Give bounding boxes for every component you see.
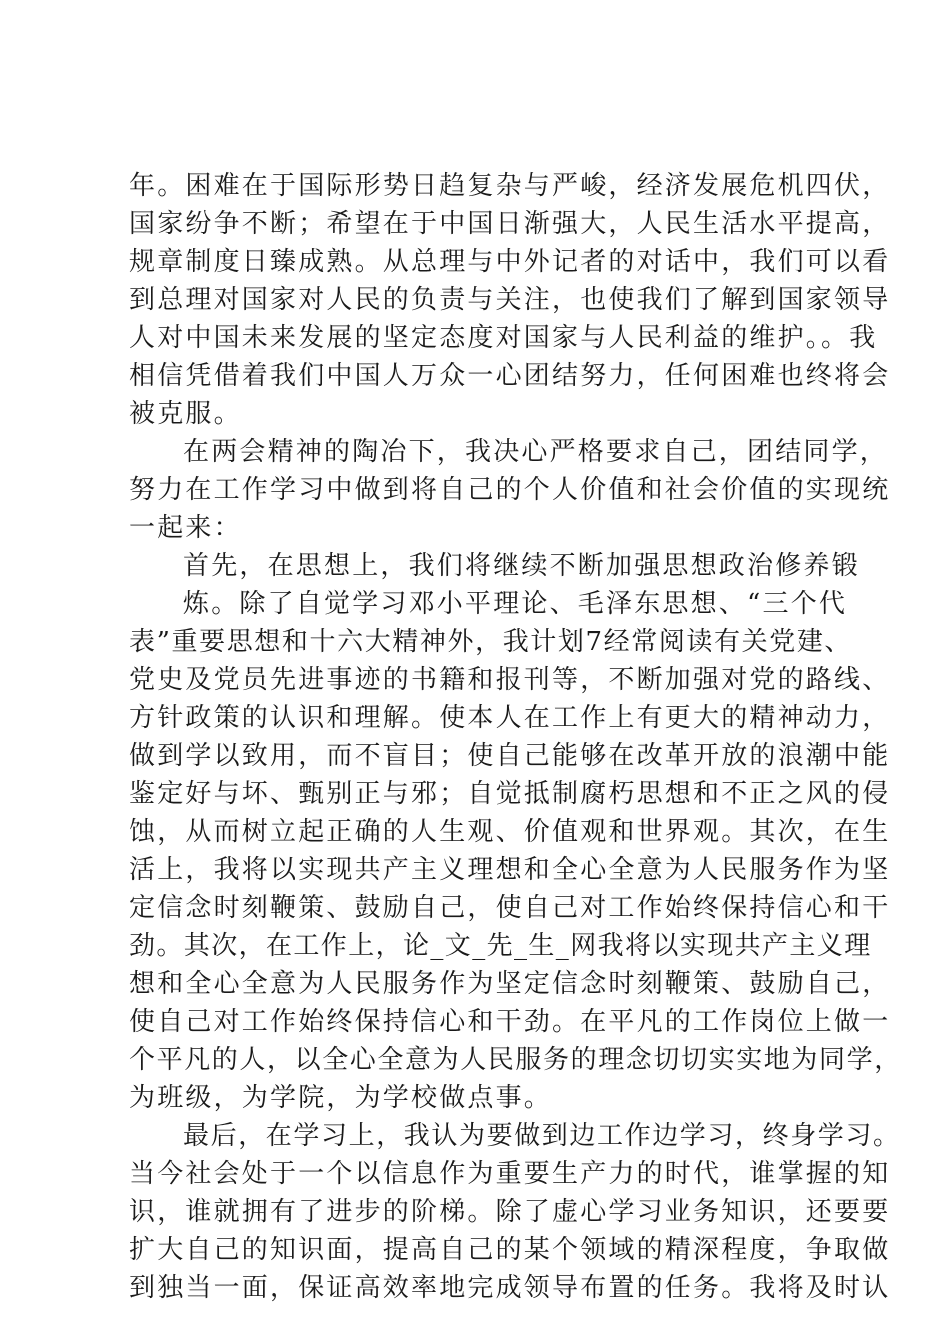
text-line: 相信凭借着我们中国人万众一心团结努力，任何困难也终将会 bbox=[129, 361, 891, 391]
text-line: 活上，我将以实现共产主义理想和全心全意为人民服务作为坚 bbox=[129, 855, 891, 885]
text-line: 努力在工作学习中做到将自己的个人价值和社会价值的实现统 bbox=[129, 475, 891, 505]
text-line: 规章制度日臻成熟。从总理与中外记者的对话中，我们可以看 bbox=[129, 247, 891, 277]
text-line: 一起来： bbox=[129, 513, 242, 543]
text-line: 表”重要思想和十六大精神外，我计划7经常阅读有关党建、 bbox=[129, 627, 853, 657]
text-line: 识，谁就拥有了进步的阶梯。除了虚心学习业务知识，还要要 bbox=[129, 1197, 891, 1227]
text-line: 国家纷争不断；希望在于中国日渐强大，人民生活水平提高， bbox=[129, 209, 891, 239]
text-line: 鉴定好与坏、甄别正与邪；自觉抵制腐朽思想和不正之风的侵 bbox=[129, 779, 891, 809]
text-line: 想和全心全意为人民服务作为坚定信念时刻鞭策、鼓励自己， bbox=[129, 969, 891, 999]
text-line: 定信念时刻鞭策、鼓励自己，使自己对工作始终保持信心和干 bbox=[129, 893, 891, 923]
text-line: 个平凡的人，以全心全意为人民服务的理念切切实实地为同学， bbox=[129, 1045, 902, 1075]
paragraph-first-line: 首先，在思想上，我们将继续不断加强思想政治修养锻 bbox=[183, 551, 860, 581]
text-line: 方针政策的认识和理解。使本人在工作上有更大的精神动力， bbox=[129, 703, 891, 733]
text-line: 人对中国未来发展的坚定态度对国家与人民利益的维护。。我 bbox=[129, 323, 878, 353]
text-line: 年。困难在于国际形势日趋复杂与严峻，经济发展危机四伏， bbox=[129, 171, 891, 201]
text-line: 使自己对工作始终保持信心和干劲。在平凡的工作岗位上做一 bbox=[129, 1007, 891, 1037]
text-line: 劲。其次，在工作上，论_文_先_生_网我将以实现共产主义理 bbox=[129, 931, 872, 961]
text-line: 为班级，为学院，为学校做点事。 bbox=[129, 1083, 553, 1113]
text-line: 到总理对国家对人民的负责与关注，也使我们了解到国家领导 bbox=[129, 285, 891, 315]
text-line: 当今社会处于一个以信息作为重要生产力的时代，谁掌握的知 bbox=[129, 1159, 891, 1189]
paragraph-first-line: 在两会精神的陶冶下，我决心严格要求自己，团结同学， bbox=[183, 437, 889, 467]
text-line: 做到学以致用，而不盲目；使自己能够在改革开放的浪潮中能 bbox=[129, 741, 891, 771]
text-line: 到独当一面，保证高效率地完成领导布置的任务。我将及时认 bbox=[129, 1273, 891, 1303]
text-line: 扩大自己的知识面，提高自己的某个领域的精深程度，争取做 bbox=[129, 1235, 891, 1265]
text-line: 被克服。 bbox=[129, 399, 242, 429]
paragraph-first-line: 最后，在学习上，我认为要做到边工作边学习，终身学习。 bbox=[183, 1121, 901, 1151]
text-line: 炼。除了自觉学习邓小平理论、毛泽东思想、“三个代 bbox=[183, 589, 848, 619]
text-line: 党史及党员先进事迹的书籍和报刊等，不断加强对党的路线、 bbox=[129, 665, 891, 695]
text-line: 蚀，从而树立起正确的人生观、价值观和世界观。其次，在生 bbox=[129, 817, 891, 847]
